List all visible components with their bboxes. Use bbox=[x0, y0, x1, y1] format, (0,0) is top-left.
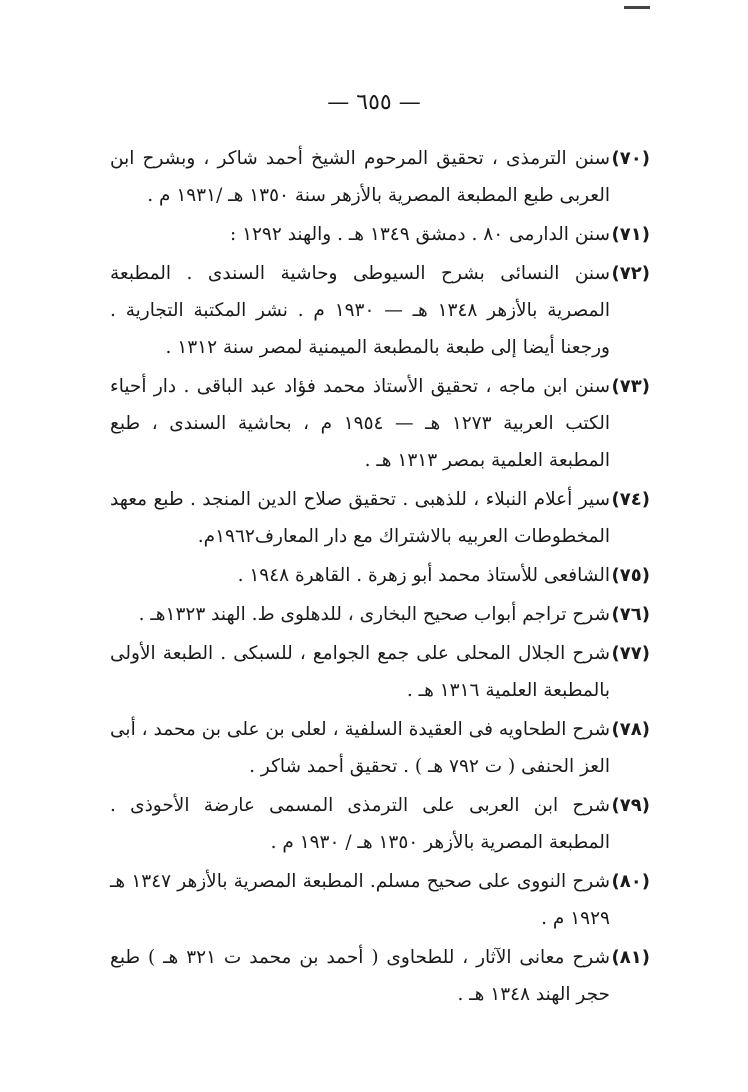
entry-text: شرح تراجم أبواب صحيح البخارى ، للدهلوى ط. الهند ١٣٢٣هـ . bbox=[138, 604, 610, 625]
entry-text: شرح معانى الآثار ، للطحاوى ( أحمد بن محمد ت ٣٢١ هـ ) طبع حجر الهند ١٣٤٨ هـ . bbox=[110, 947, 610, 1005]
entry-text: شرح النووى على صحيح مسلم. المطبعة المصرية بالأزهر ١٣٤٧ هـ ١٩٢٩ م . bbox=[110, 871, 610, 929]
entry-text: سنن ابن ماجه ، تحقيق الأستاذ محمد فؤاد عبد الباقى . دار أحياء الكتب العربية ١٢٧٣ هـ — ١٩٥٤ م ، بحاشية السندى ، طبع المطبعة العلمية بمصر ١٣١٣ هـ . bbox=[110, 376, 610, 471]
entry-text: سنن الترمذى ، تحقيق المرحوم الشيخ أحمد شاكر ، وبشرح ابن العربى طبع المطبعة المصرية بالأزهر سنة ١٣٥٠ هـ /١٩٣١ م . bbox=[110, 148, 610, 206]
bibliography-entry bbox=[110, 787, 650, 861]
entry-number: (٧٧) bbox=[611, 643, 650, 664]
bibliography-list bbox=[110, 140, 650, 1015]
bibliography-entry bbox=[110, 635, 650, 709]
entry-text: سير أعلام النبلاء ، للذهبى . تحقيق صلاح الدين المنجد . طبع معهد المخطوطات العربيه بالاشتراك مع دار المعارف١٩٦٢م. bbox=[110, 489, 610, 547]
entry-text: سنن النسائى بشرح السيوطى وحاشية السندى . المطبعة المصرية بالأزهر ١٣٤٨ هـ — ١٩٣٠ م . نشر المكتبة التجارية . ورجعنا أيضا إلى طبعة بالمطبعة الميمنية لمصر سنة ١٣١٢ . bbox=[110, 263, 610, 358]
entry-number: (٧٢) bbox=[611, 263, 650, 284]
bibliography-entry bbox=[110, 939, 650, 1013]
entry-number: (٧٣) bbox=[611, 376, 650, 397]
entry-text: سنن الدارمى ٨٠ . دمشق ١٣٤٩ هـ . والهند ١٢٩٢ : bbox=[229, 224, 610, 245]
entry-number: (٧٥) bbox=[611, 565, 650, 586]
bibliography-entry bbox=[110, 368, 650, 479]
entry-number: (٧٩) bbox=[611, 795, 650, 816]
entry-number: (٧٤) bbox=[611, 489, 650, 510]
entry-text: شرح الجلال المحلى على جمع الجوامع ، للسبكى . الطبعة الأولى بالمطبعة العلمية ١٣١٦ هـ . bbox=[110, 643, 610, 701]
bibliography-entry bbox=[110, 481, 650, 555]
entry-text: شرح الطحاويه فى العقيدة السلفية ، لعلى بن على بن محمد ، أبى العز الحنفى ( ت ٧٩٢ هـ ) . تحقيق أحمد شاكر . bbox=[110, 719, 610, 777]
entry-text: شرح ابن العربى على الترمذى المسمى عارضة الأحوذى . المطبعة المصرية بالأزهر ١٣٥٠ هـ / ١٩٣٠ م . bbox=[110, 795, 610, 853]
scan-mark bbox=[624, 6, 650, 9]
bibliography-entry bbox=[110, 711, 650, 785]
entry-number: (٧٠) bbox=[611, 148, 650, 169]
entry-number: (٧١) bbox=[611, 224, 650, 245]
entry-text: الشافعى للأستاذ محمد أبو زهرة . القاهرة ١٩٤٨ . bbox=[237, 565, 610, 586]
bibliography-entry bbox=[110, 140, 650, 214]
bibliography-entry bbox=[110, 596, 650, 633]
entry-number: (٧٦) bbox=[611, 604, 650, 625]
entry-number: (٨١) bbox=[611, 947, 650, 968]
bibliography-entry bbox=[110, 216, 650, 253]
bibliography-entry bbox=[110, 255, 650, 366]
entry-number: (٨٠) bbox=[611, 871, 650, 892]
entry-number: (٧٨) bbox=[611, 719, 650, 740]
page-number: — ٦٥٥ — bbox=[327, 90, 421, 115]
bibliography-entry bbox=[110, 863, 650, 937]
bibliography-entry bbox=[110, 557, 650, 594]
